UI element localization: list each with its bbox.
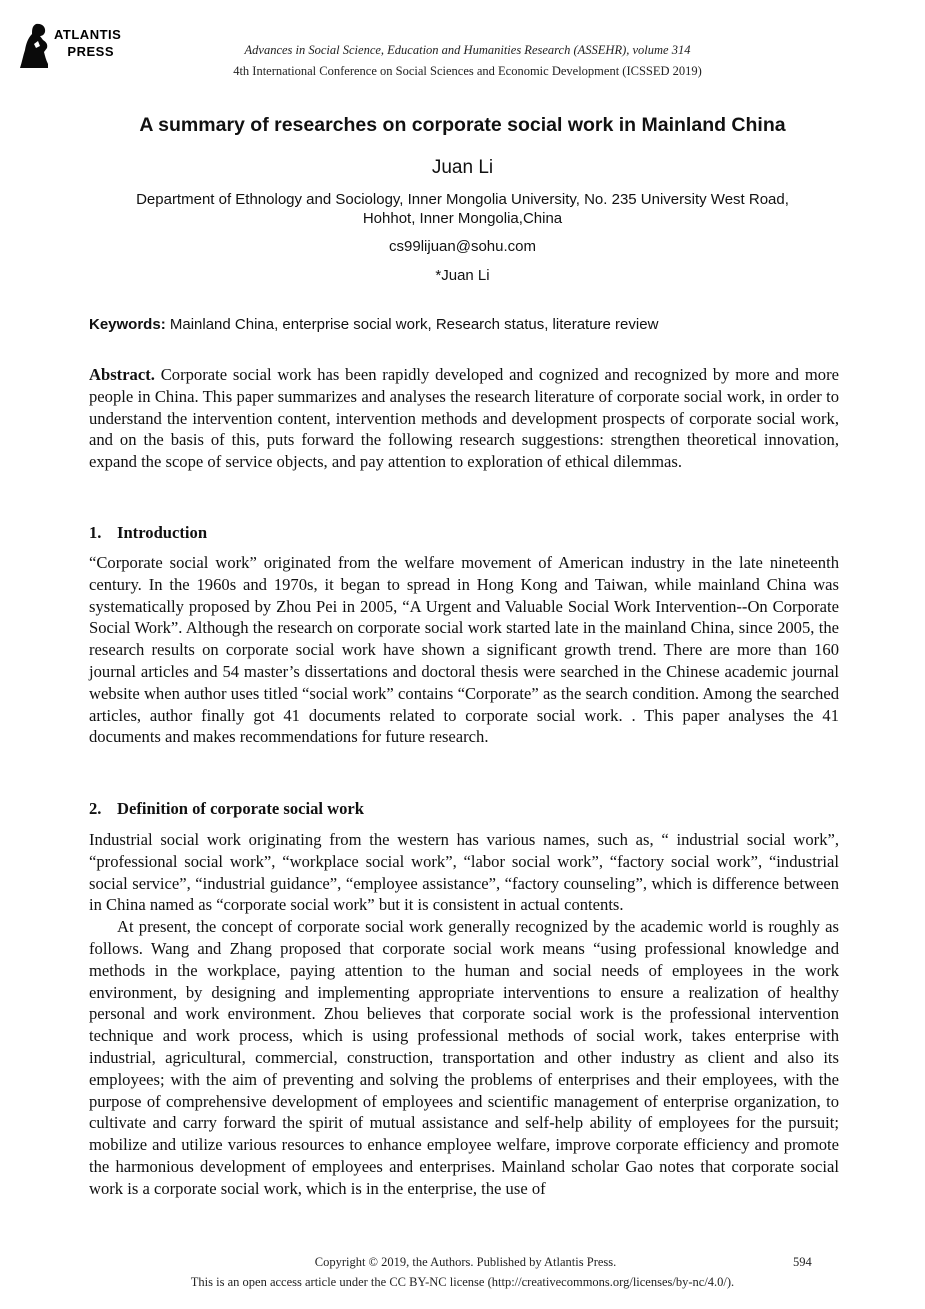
paragraph: At present, the concept of corporate social work generally recognized by the academic world is roughly as follows. Wang and Zhang proposed that corporate social work means “using professional knowledge and methods in the workplace, paying attention to the human and social needs of employees in the work environment, by designing and implementing appropriate interventions to ensure a realization of healthy personal and work environment. Zhou believes that corporate social work is the professional intervention technique and work process, which is using professional methods of social work, takes enterprise with industrial, agricultural, commercial, construction, transportation and other industry as client and also its employees; with the aim of preventing and solving the problems of enterprises and their employees, with the purpose of comprehensive development of employees and scientific management of enterprise organization, to cultivate and carry forward the spirit of mutual assistance and self-help ability of employees for the pursuit; mobilize and utilize various resources to enhance employee welfare, improve corporate efficiency and promote the harmonious development of employees and enterprises. Mainland scholar Gao notes that corporate social work is a corporate social work, which is in the enterprise, the use of	[89, 917, 839, 1198]
page-number: 594	[793, 1255, 812, 1269]
keywords	[89, 316, 849, 333]
paragraph: Industrial social work originating from the western has various names, such as, “ industrial social work”, “professional social work”, “workplace social work”, “labor social work”, “factory social work”, “industrial social service”, “industrial guidance”, “employee assistance”, “factory counseling”, which is difference between in China named as “corporate social work” but it is consistent in actual contents.	[89, 830, 839, 915]
section-heading-introduction	[89, 523, 207, 543]
abstract-label: Abstract.	[89, 365, 155, 384]
logo-line-1: ATLANTIS	[54, 27, 122, 42]
running-header-conference: 4th International Conference on Social Sciences and Economic Development (ICSSED 2019)	[233, 64, 702, 78]
section-number: 2.	[89, 799, 102, 818]
abstract	[89, 364, 839, 473]
keywords-text: Mainland China, enterprise social work, Research status, literature review	[169, 316, 659, 333]
footer-license: This is an open access article under the CC BY-NC license (http://creativecommons.org/licenses/by-nc/4.0/).	[190, 1275, 735, 1289]
copyright-text: Copyright © 2019, the Authors. Published by Atlantis Press.	[314, 1255, 617, 1269]
paper-title: A summary of researches on corporate social work in Mainland China	[139, 114, 786, 136]
section-body-introduction	[89, 552, 839, 748]
section-heading-definition	[89, 799, 364, 819]
keywords-label: Keywords:	[89, 316, 166, 333]
running-header-series: Advances in Social Science, Education and Humanities Research (ASSEHR), volume 314	[244, 43, 691, 57]
paragraph: “Corporate social work” originated from the welfare movement of American industry in the late nineteenth century. In the 1960s and 1970s, it began to spread in Hong Kong and Taiwan, while mainland China was systematically proposed by Zhou Pei in 2005, “A Urgent and Valuable Social Work Intervention--On Corporate Social Work”. Although the research on corporate social work started late in the mainland China, since 2005, the research results on corporate social work have shown a significant growth trend. There are more than 160 journal articles and 54 master’s dissertations and doctoral thesis were searched in the Chinese academic journal website when author uses titled “social work” contains “Corporate” as the search condition. Among the searched articles, author finally got 41 documents related to corporate social work. . This paper analyses the 41 documents and makes recommendations for future research.	[89, 553, 839, 747]
section-title: Definition of corporate social work	[117, 799, 365, 818]
abstract-text: Corporate social work has been rapidly developed and cognized and recognized by more and more people in China. This paper summarizes and analyses the research literature of corporate social work, in order to understand the intervention content, intervention methods and development prospects of corporate social work, and on the basis of this, puts forward the following research suggestions: strengthen theoretical innovation, expand the scope of service objects, and pay attention to exploration of ethical dilemmas.	[89, 365, 839, 472]
section-body-definition	[89, 829, 839, 1200]
section-title: Introduction	[117, 523, 208, 542]
logo-line-2: PRESS	[67, 44, 114, 59]
affiliation-line-2: Hohhot, Inner Mongolia,China	[362, 210, 563, 227]
section-number: 1.	[89, 523, 102, 542]
affiliation-line-1: Department of Ethnology and Sociology, Inner Mongolia University, No. 235 University West Road,	[136, 191, 789, 208]
corresponding-author: *Juan Li	[435, 267, 490, 284]
author-email[interactable]: cs99lijuan@sohu.com	[389, 238, 536, 255]
footer-copyright	[0, 1255, 925, 1270]
author-affiliation	[0, 190, 925, 228]
author-name: Juan Li	[431, 157, 494, 178]
